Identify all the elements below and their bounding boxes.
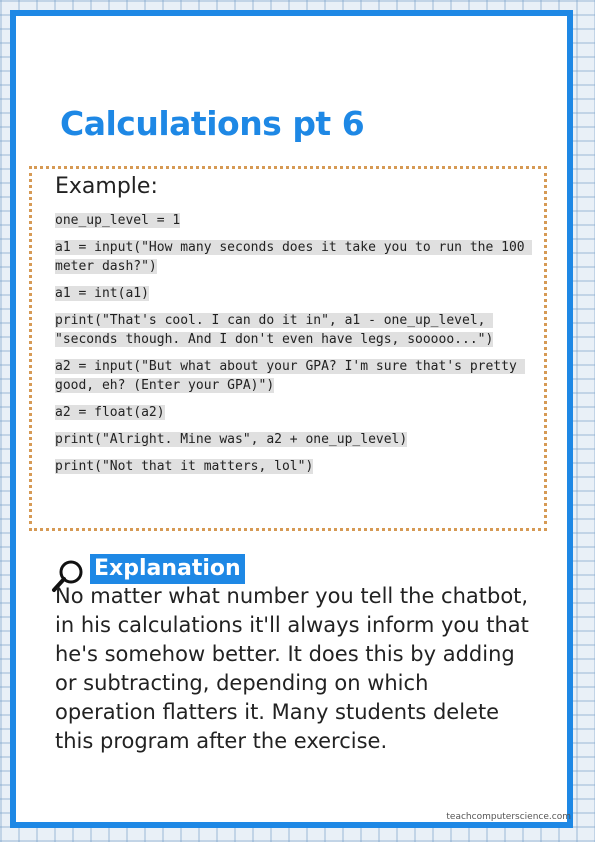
code-line: a1 = input("How many seconds does it take you to run the 100 meter dash?") (55, 240, 533, 274)
code-line: print("That's cool. I can do it in", a1 - one_up_level, "seconds though. And I don't even have legs, sooooo...") (55, 313, 494, 347)
explanation-body: No matter what number you tell the chatbot, in his calculations it'll always inform you that he's somehow better. It does this by adding or subtracting, depending on which operation flatters it. Many students delete this program after the exercise. (55, 584, 529, 753)
code-line: a2 = float(a2) (55, 405, 165, 420)
code-line: a2 = input("But what about your GPA? I'm sure that's pretty good, eh? (Enter your GPA)") (55, 359, 525, 393)
code-line: one_up_level = 1 (55, 213, 181, 228)
example-box (29, 166, 547, 531)
page-title: Calculations pt 6 (60, 104, 365, 143)
example-label: Example: (55, 174, 158, 199)
code-line: a1 = int(a1) (55, 286, 149, 301)
footer-website: teachcomputerscience.com (446, 812, 571, 822)
explanation-heading: Explanation (90, 554, 245, 584)
code-block (55, 211, 533, 484)
code-line: print("Not that it matters, lol") (55, 459, 314, 474)
code-line: print("Alright. Mine was", a2 + one_up_level) (55, 432, 408, 447)
